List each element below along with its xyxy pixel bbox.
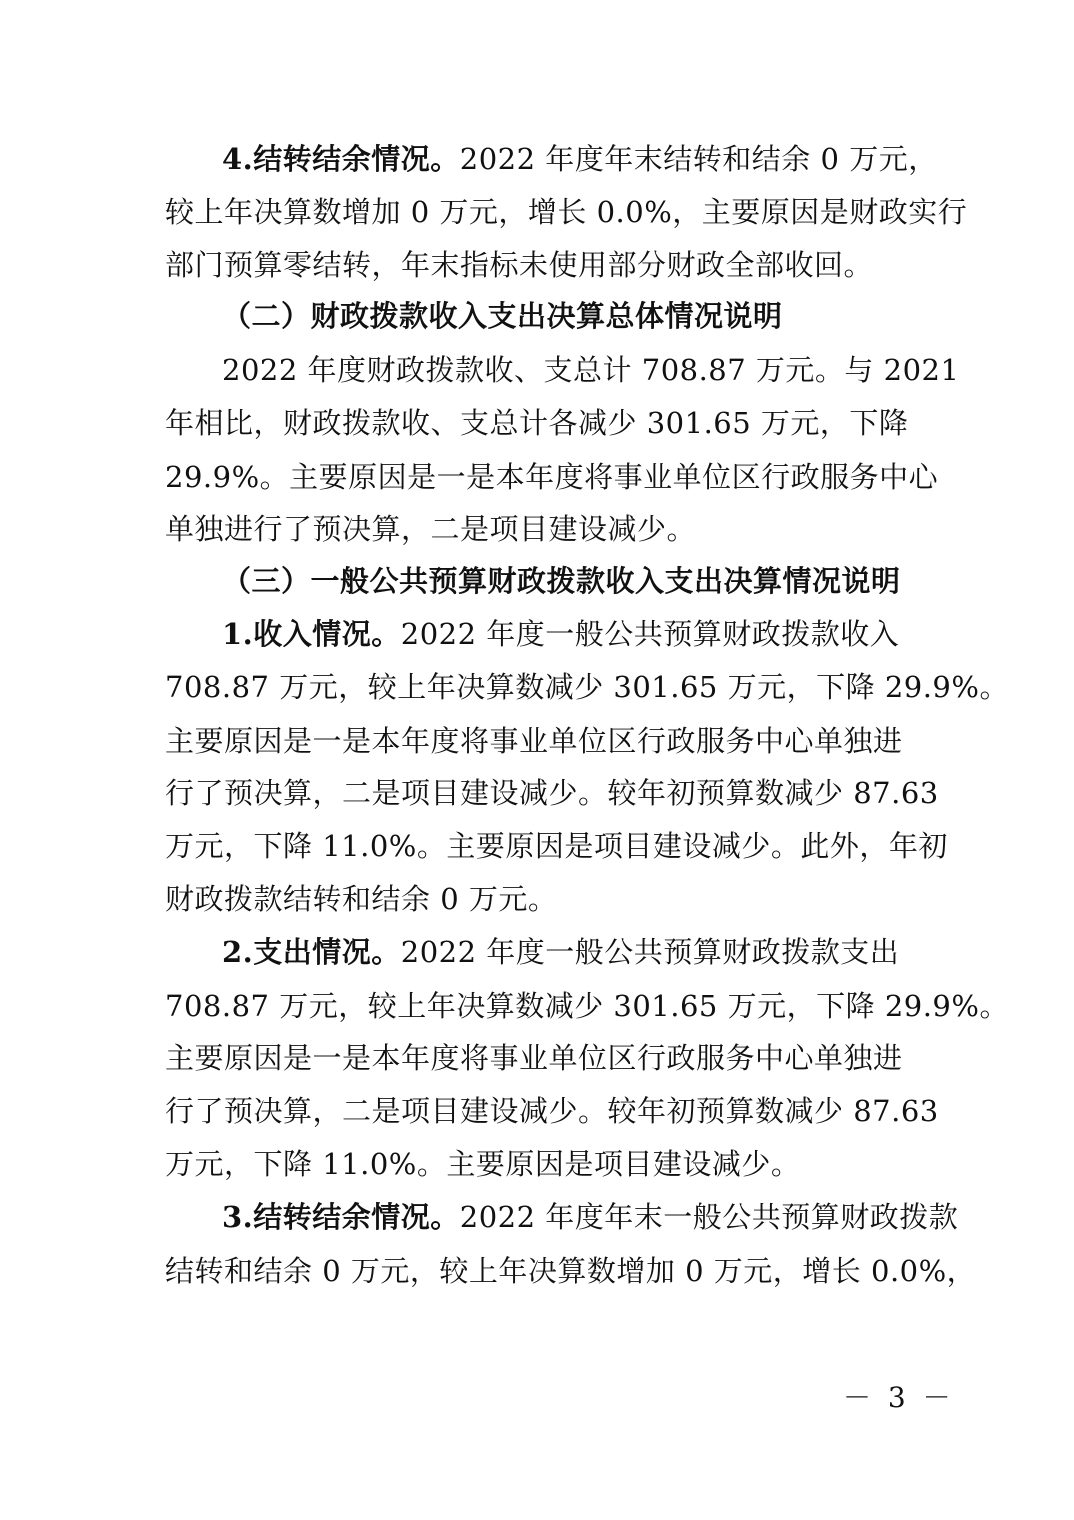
paragraph-line-11 [165, 667, 1009, 707]
line-text: 2022 年度一般公共预算财政拨款收入 [400, 617, 900, 651]
line-text: 2022 年度年末结转和结余 0 万元， [459, 142, 938, 176]
paragraph-line-21 [222, 1197, 958, 1237]
paragraph-line-3 [165, 245, 873, 285]
line-text: 2022 年度财政拨款收、支总计 708.87 万元。与 2021 [222, 353, 960, 387]
line-text: 部门预算零结转，年末指标未使用部分财政全部收回。 [165, 248, 874, 282]
paragraph-line-22 [165, 1251, 976, 1291]
line-text: 财政拨款结转和结余 0 万元。 [165, 882, 558, 916]
paragraph-line-2 [165, 192, 967, 232]
line-text: 年相比，财政拨款收、支总计各减少 301.65 万元，下降 [165, 406, 909, 440]
paragraph-line-13 [165, 773, 939, 813]
section-heading-3 [222, 561, 901, 601]
line-text: 单独进行了预决算，二是项目建设减少。 [165, 512, 697, 546]
line-text: 行了预决算，二是项目建设减少。较年初预算数减少 87.63 [165, 776, 939, 810]
paragraph-line-10 [222, 614, 899, 654]
paragraph-line-6 [165, 403, 908, 443]
section-heading-2 [222, 296, 783, 336]
line-text: 708.87 万元，较上年决算数减少 301.65 万元，下降 29.9%。 [165, 670, 1009, 704]
heading-lead: 3.结转结余情况。 [222, 1200, 460, 1234]
line-text: 2022 年度一般公共预算财政拨款支出 [400, 935, 900, 969]
heading-lead: 1.收入情况。 [222, 617, 401, 651]
paragraph-line-15 [165, 879, 557, 919]
line-text: 较上年决算数增加 0 万元，增长 0.0%，主要原因是财政实行 [165, 195, 968, 229]
line-text: 结转和结余 0 万元，较上年决算数增加 0 万元，增长 0.0%， [165, 1254, 977, 1288]
paragraph-line-8 [165, 509, 696, 549]
paragraph-line-20 [165, 1144, 800, 1184]
paragraph-line-16 [222, 932, 899, 972]
line-text: 万元，下降 11.0%。主要原因是项目建设减少。 [165, 1147, 801, 1181]
line-text: 2022 年度年末一般公共预算财政拨款 [459, 1200, 959, 1234]
paragraph-line-18 [165, 1038, 903, 1078]
heading-lead: （二）财政拨款收入支出决算总体情况说明 [222, 299, 783, 333]
paragraph-line-5 [222, 350, 959, 390]
paragraph-line-19 [165, 1091, 939, 1131]
paragraph-line-7 [165, 457, 938, 497]
heading-lead: （三）一般公共预算财政拨款收入支出决算情况说明 [222, 564, 901, 598]
paragraph-line-12 [165, 721, 903, 761]
line-text: 708.87 万元，较上年决算数减少 301.65 万元，下降 29.9%。 [165, 989, 1009, 1023]
page-number: － 3 － [843, 1381, 955, 1414]
line-text: 主要原因是一是本年度将事业单位区行政服务中心单独进 [165, 1041, 903, 1075]
paragraph-line-1 [222, 139, 938, 179]
line-text: 29.9%。主要原因是一是本年度将事业单位区行政服务中心 [165, 460, 939, 494]
line-text: 主要原因是一是本年度将事业单位区行政服务中心单独进 [165, 724, 903, 758]
line-text: 万元，下降 11.0%。主要原因是项目建设减少。此外，年初 [165, 829, 948, 863]
line-text: 行了预决算，二是项目建设减少。较年初预算数减少 87.63 [165, 1094, 939, 1128]
heading-lead: 4.结转结余情况。 [222, 142, 460, 176]
heading-lead: 2.支出情况。 [222, 935, 401, 969]
paragraph-line-17 [165, 986, 1009, 1026]
paragraph-line-14 [165, 826, 948, 866]
